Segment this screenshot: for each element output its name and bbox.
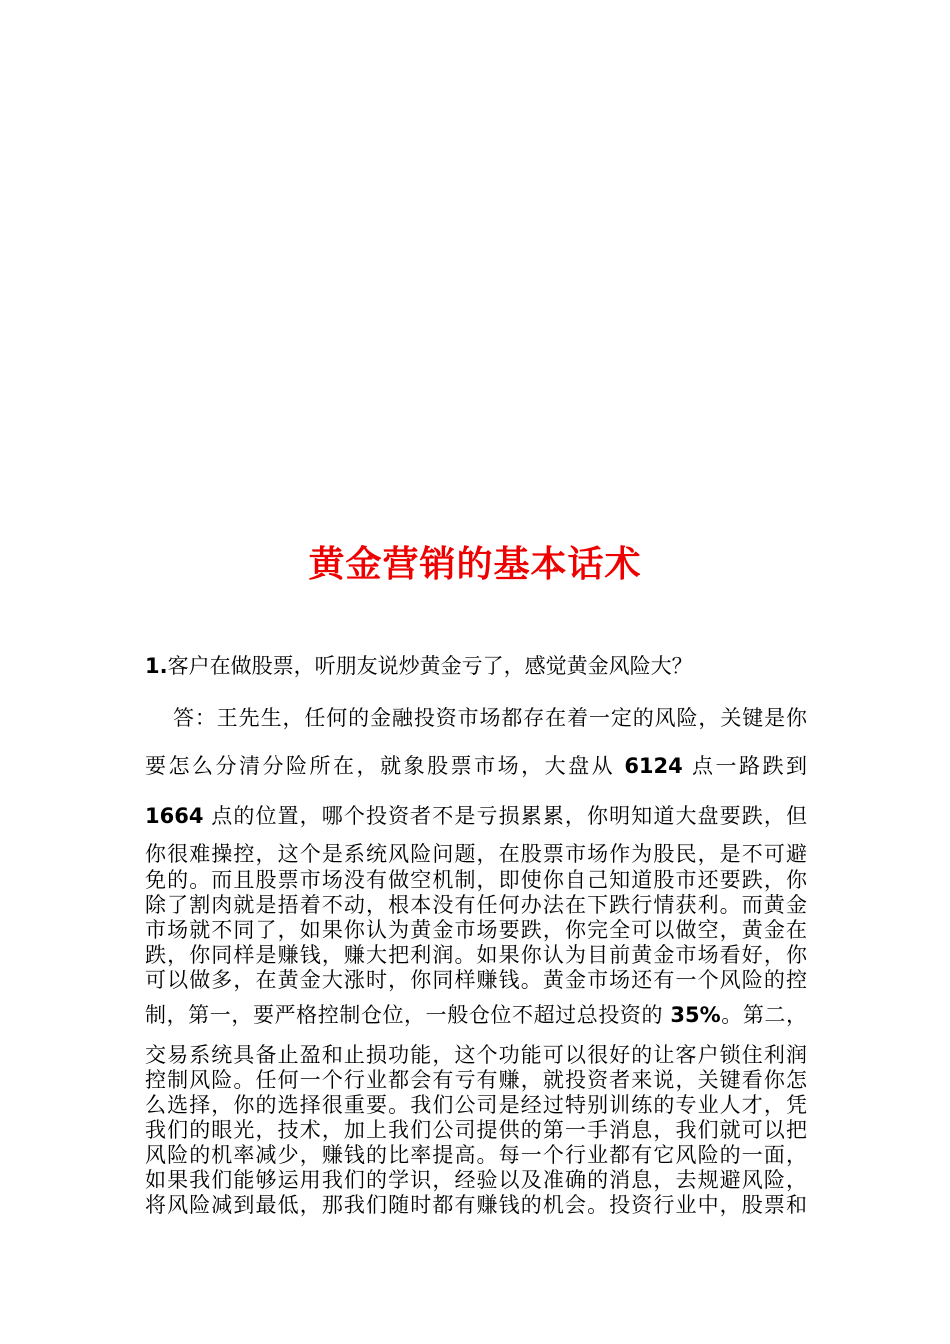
answer-number-6124: 6124 [624, 754, 683, 778]
answer-line-3-text: 点的位置，哪个投资者不是亏损累累，你明知道大盘要跌，但 [203, 804, 807, 828]
answer-line-10-text-a: 制，第一，要严格控制仓位，一般仓位不超过总投资的 [145, 1003, 671, 1027]
answer-line-16: 如果我们能够运用我们的学识，经验以及准确的消息，去规避风险， [145, 1168, 807, 1192]
answer-line-12: 控制风险。任何一个行业都会有亏有赚，就投资者来说，关键看你怎 [145, 1068, 807, 1092]
answer-line-3 [145, 800, 807, 830]
answer-line-2-text-b: 点一路跌到 [682, 754, 807, 778]
answer-line-15: 风险的机率减少，赚钱的比率提高。每一个行业都有它风险的一面， [145, 1143, 807, 1167]
answer-line-11: 交易系统具备止盈和止损功能，这个功能可以很好的让客户锁住利润 [145, 1043, 807, 1067]
answer-line-9: 可以做多，在黄金大涨时，你同样赚钱。黄金市场还有一个风险的控 [145, 968, 807, 992]
answer-line-10-text-b: 。第二， [720, 1003, 807, 1027]
question-text: 客户在做股票，听朋友说炒黄金亏了，感觉黄金风险大？ [167, 654, 693, 678]
answer-line-14: 我们的眼光，技术，加上我们公司提供的第一手消息，我们就可以把 [145, 1118, 807, 1142]
answer-line-8: 跌，你同样是赚钱，赚大把利润。如果你认为目前黄金市场看好，你 [145, 943, 807, 967]
answer-line-2-text-a: 要怎么分清分险所在，就象股票市场，大盘从 [145, 754, 625, 778]
answer-line-6: 除了割肉就是捂着不动，根本没有任何办法在下跌行情获利。而黄金 [145, 893, 807, 917]
question-line [145, 650, 807, 680]
answer-line-2 [145, 750, 807, 780]
document-title: 黄金营销的基本话术 [308, 543, 642, 585]
answer-line-5: 免的。而且股票市场没有做空机制，即使你自己知道股市还要跌，你 [145, 868, 807, 892]
answer-line-10 [145, 999, 807, 1029]
question-number: 1. [145, 654, 168, 678]
answer-number-35-percent: 35% [670, 1003, 721, 1027]
answer-number-1664: 1664 [145, 804, 204, 828]
answer-line-17: 将风险减到最低，那我们随时都有赚钱的机会。投资行业中，股票和 [145, 1193, 807, 1217]
answer-line-1: 答：王先生，任何的金融投资市场都存在着一定的风险，关键是你 [173, 706, 807, 730]
answer-line-13: 么选择，你的选择很重要。我们公司是经过特别训练的专业人才，凭 [145, 1093, 807, 1117]
answer-line-4: 你很难操控，这个是系统风险问题，在股票市场作为股民，是不可避 [145, 842, 807, 866]
answer-line-7: 市场就不同了，如果你认为黄金市场要跌，你完全可以做空，黄金在 [145, 918, 807, 942]
